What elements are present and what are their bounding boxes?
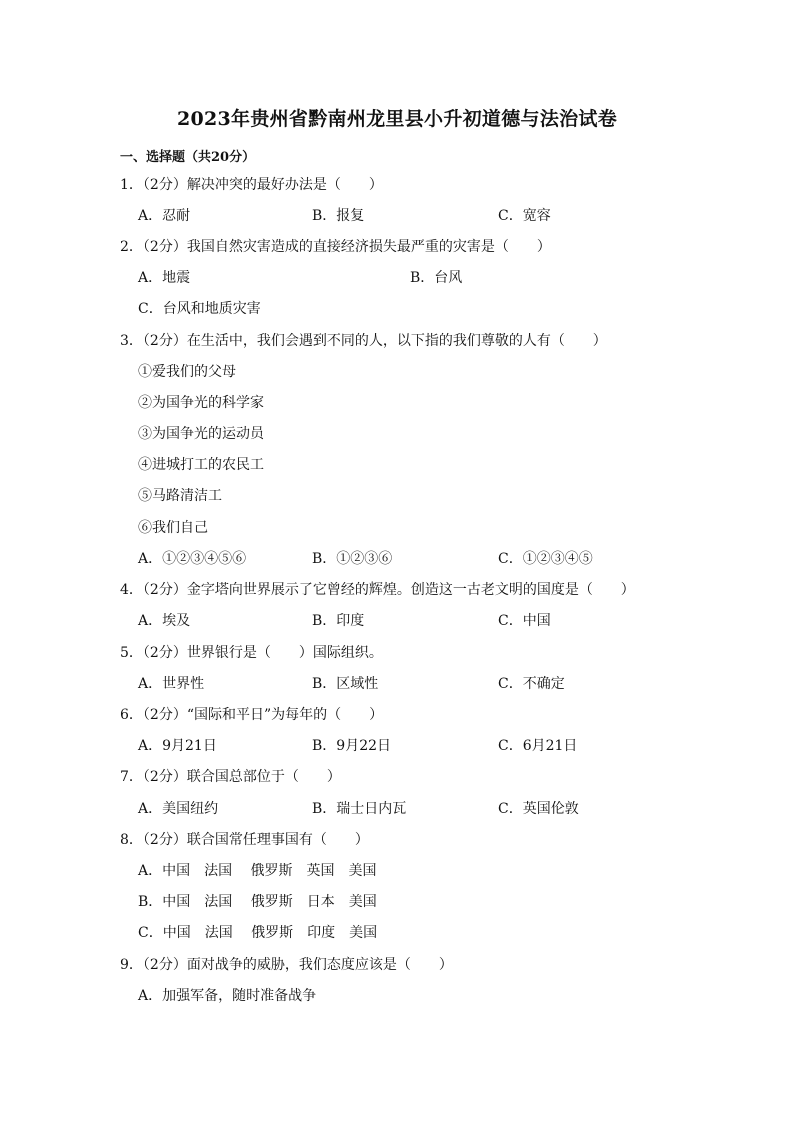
question-5: 5．（2分）世界银行是（ ）国际组织。 <box>120 645 383 661</box>
option-7b[interactable]: B．瑞士日内瓦 <box>312 801 407 817</box>
option-3a[interactable]: A．①②③④⑤⑥ <box>138 551 247 567</box>
option-3c[interactable]: C．①②③④⑤ <box>498 551 593 567</box>
question-2: 2．（2分）我国自然灾害造成的直接经济损失最严重的灾害是（ ） <box>120 239 551 255</box>
option-3b[interactable]: B．①②③⑥ <box>312 551 393 567</box>
question-6: 6．（2分）“国际和平日”为每年的（ ） <box>120 707 384 723</box>
q3-item-5: ⑤马路清洁工 <box>138 488 222 504</box>
option-1c[interactable]: C．宽容 <box>498 208 551 224</box>
section-heading: 一、选择题（共20分） <box>120 150 256 165</box>
option-5b[interactable]: B．区域性 <box>312 676 379 692</box>
option-6c[interactable]: C．6月21日 <box>498 738 578 754</box>
option-4c[interactable]: C．中国 <box>498 613 551 629</box>
option-2b[interactable]: B．台风 <box>410 270 463 286</box>
option-5c[interactable]: C．不确定 <box>498 676 565 692</box>
page-title: 2023年贵州省黔南州龙里县小升初道德与法治试卷 <box>176 108 618 130</box>
option-1b[interactable]: B．报复 <box>312 208 365 224</box>
q3-item-2: ②为国争光的科学家 <box>138 395 264 411</box>
q3-item-6: ⑥我们自己 <box>138 520 208 536</box>
option-4a[interactable]: A．埃及 <box>138 613 191 629</box>
option-9a[interactable]: A．加强军备，随时准备战争 <box>138 988 317 1004</box>
option-2c[interactable]: C．台风和地质灾害 <box>138 301 261 317</box>
question-3: 3．（2分）在生活中，我们会遇到不同的人，以下指的我们尊敬的人有（ ） <box>120 333 607 349</box>
question-4: 4．（2分）金字塔向世界展示了它曾经的辉煌。创造这一古老文明的国度是（ ） <box>120 582 635 598</box>
option-6b[interactable]: B．9月22日 <box>312 738 392 754</box>
option-8c[interactable]: C．中国 法国 俄罗斯 印度 美国 <box>138 925 378 941</box>
question-8: 8．（2分）联合国常任理事国有（ ） <box>120 832 369 848</box>
question-7: 7．（2分）联合国总部位于（ ） <box>120 769 341 785</box>
q3-item-4: ④进城打工的农民工 <box>138 457 264 473</box>
option-6a[interactable]: A．9月21日 <box>138 738 217 754</box>
question-9: 9．（2分）面对战争的威胁，我们态度应该是（ ） <box>120 957 453 973</box>
option-5a[interactable]: A．世界性 <box>138 676 205 692</box>
option-1a[interactable]: A．忍耐 <box>138 208 191 224</box>
option-7c[interactable]: C．英国伦敦 <box>498 801 579 817</box>
option-4b[interactable]: B．印度 <box>312 613 365 629</box>
option-2a[interactable]: A．地震 <box>138 270 191 286</box>
q3-item-1: ①爱我们的父母 <box>138 364 236 380</box>
option-8a[interactable]: A．中国 法国 俄罗斯 英国 美国 <box>138 863 377 879</box>
q3-item-3: ③为国争光的运动员 <box>138 426 264 442</box>
option-7a[interactable]: A．美国纽约 <box>138 801 219 817</box>
question-1: 1．（2分）解决冲突的最好办法是（ ） <box>120 177 383 193</box>
option-8b[interactable]: B．中国 法国 俄罗斯 日本 美国 <box>138 894 377 910</box>
